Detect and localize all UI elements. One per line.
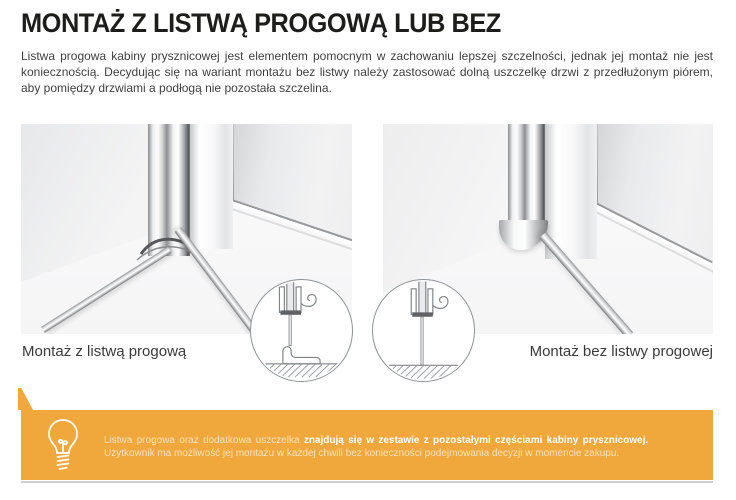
- note-banner: [21, 410, 713, 480]
- lightbulb-icon: [44, 417, 82, 475]
- banner-bottom-divider: [21, 481, 713, 483]
- banner-fold-corner: [18, 388, 33, 410]
- banner-text: [104, 435, 698, 460]
- glass-panel-edge: [545, 124, 597, 259]
- banner-line-1: Listwa progowa oraz dodatkowa uszczelka znajdują się w zestawie z pozostałymi częściami kabiny prysznicowej.: [104, 435, 649, 446]
- diagram-without-threshold-strip: [372, 279, 475, 382]
- chrome-hinge-profile: [508, 124, 545, 226]
- caption-without-strip: Montaż bez listwy progowej: [529, 343, 713, 360]
- diagram-with-threshold-strip: [250, 279, 353, 382]
- banner-line-2: Użytkownik ma możliwość jej montażu w każdej chwili bez konieczności podejmowania decyzji w momencie zakupu.: [104, 447, 620, 459]
- page-title: MONTAŻ Z LISTWĄ PROGOWĄ LUB BEZ: [21, 8, 501, 38]
- intro-paragraph: Listwa progowa kabiny prysznicowej jest elementem pomocnym w zachowaniu lepszej szczelności, jednak jej montaż nie jest koniecznością. Decydując się na wariant montażu bez listwy należy zastosować dolną uszczelkę drzwi z przedłużonym piórem, aby pomiędzy drzwiami a podłogą nie pozostała szczelina.: [21, 49, 713, 95]
- caption-with-strip: Montaż z listwą progową: [22, 343, 187, 360]
